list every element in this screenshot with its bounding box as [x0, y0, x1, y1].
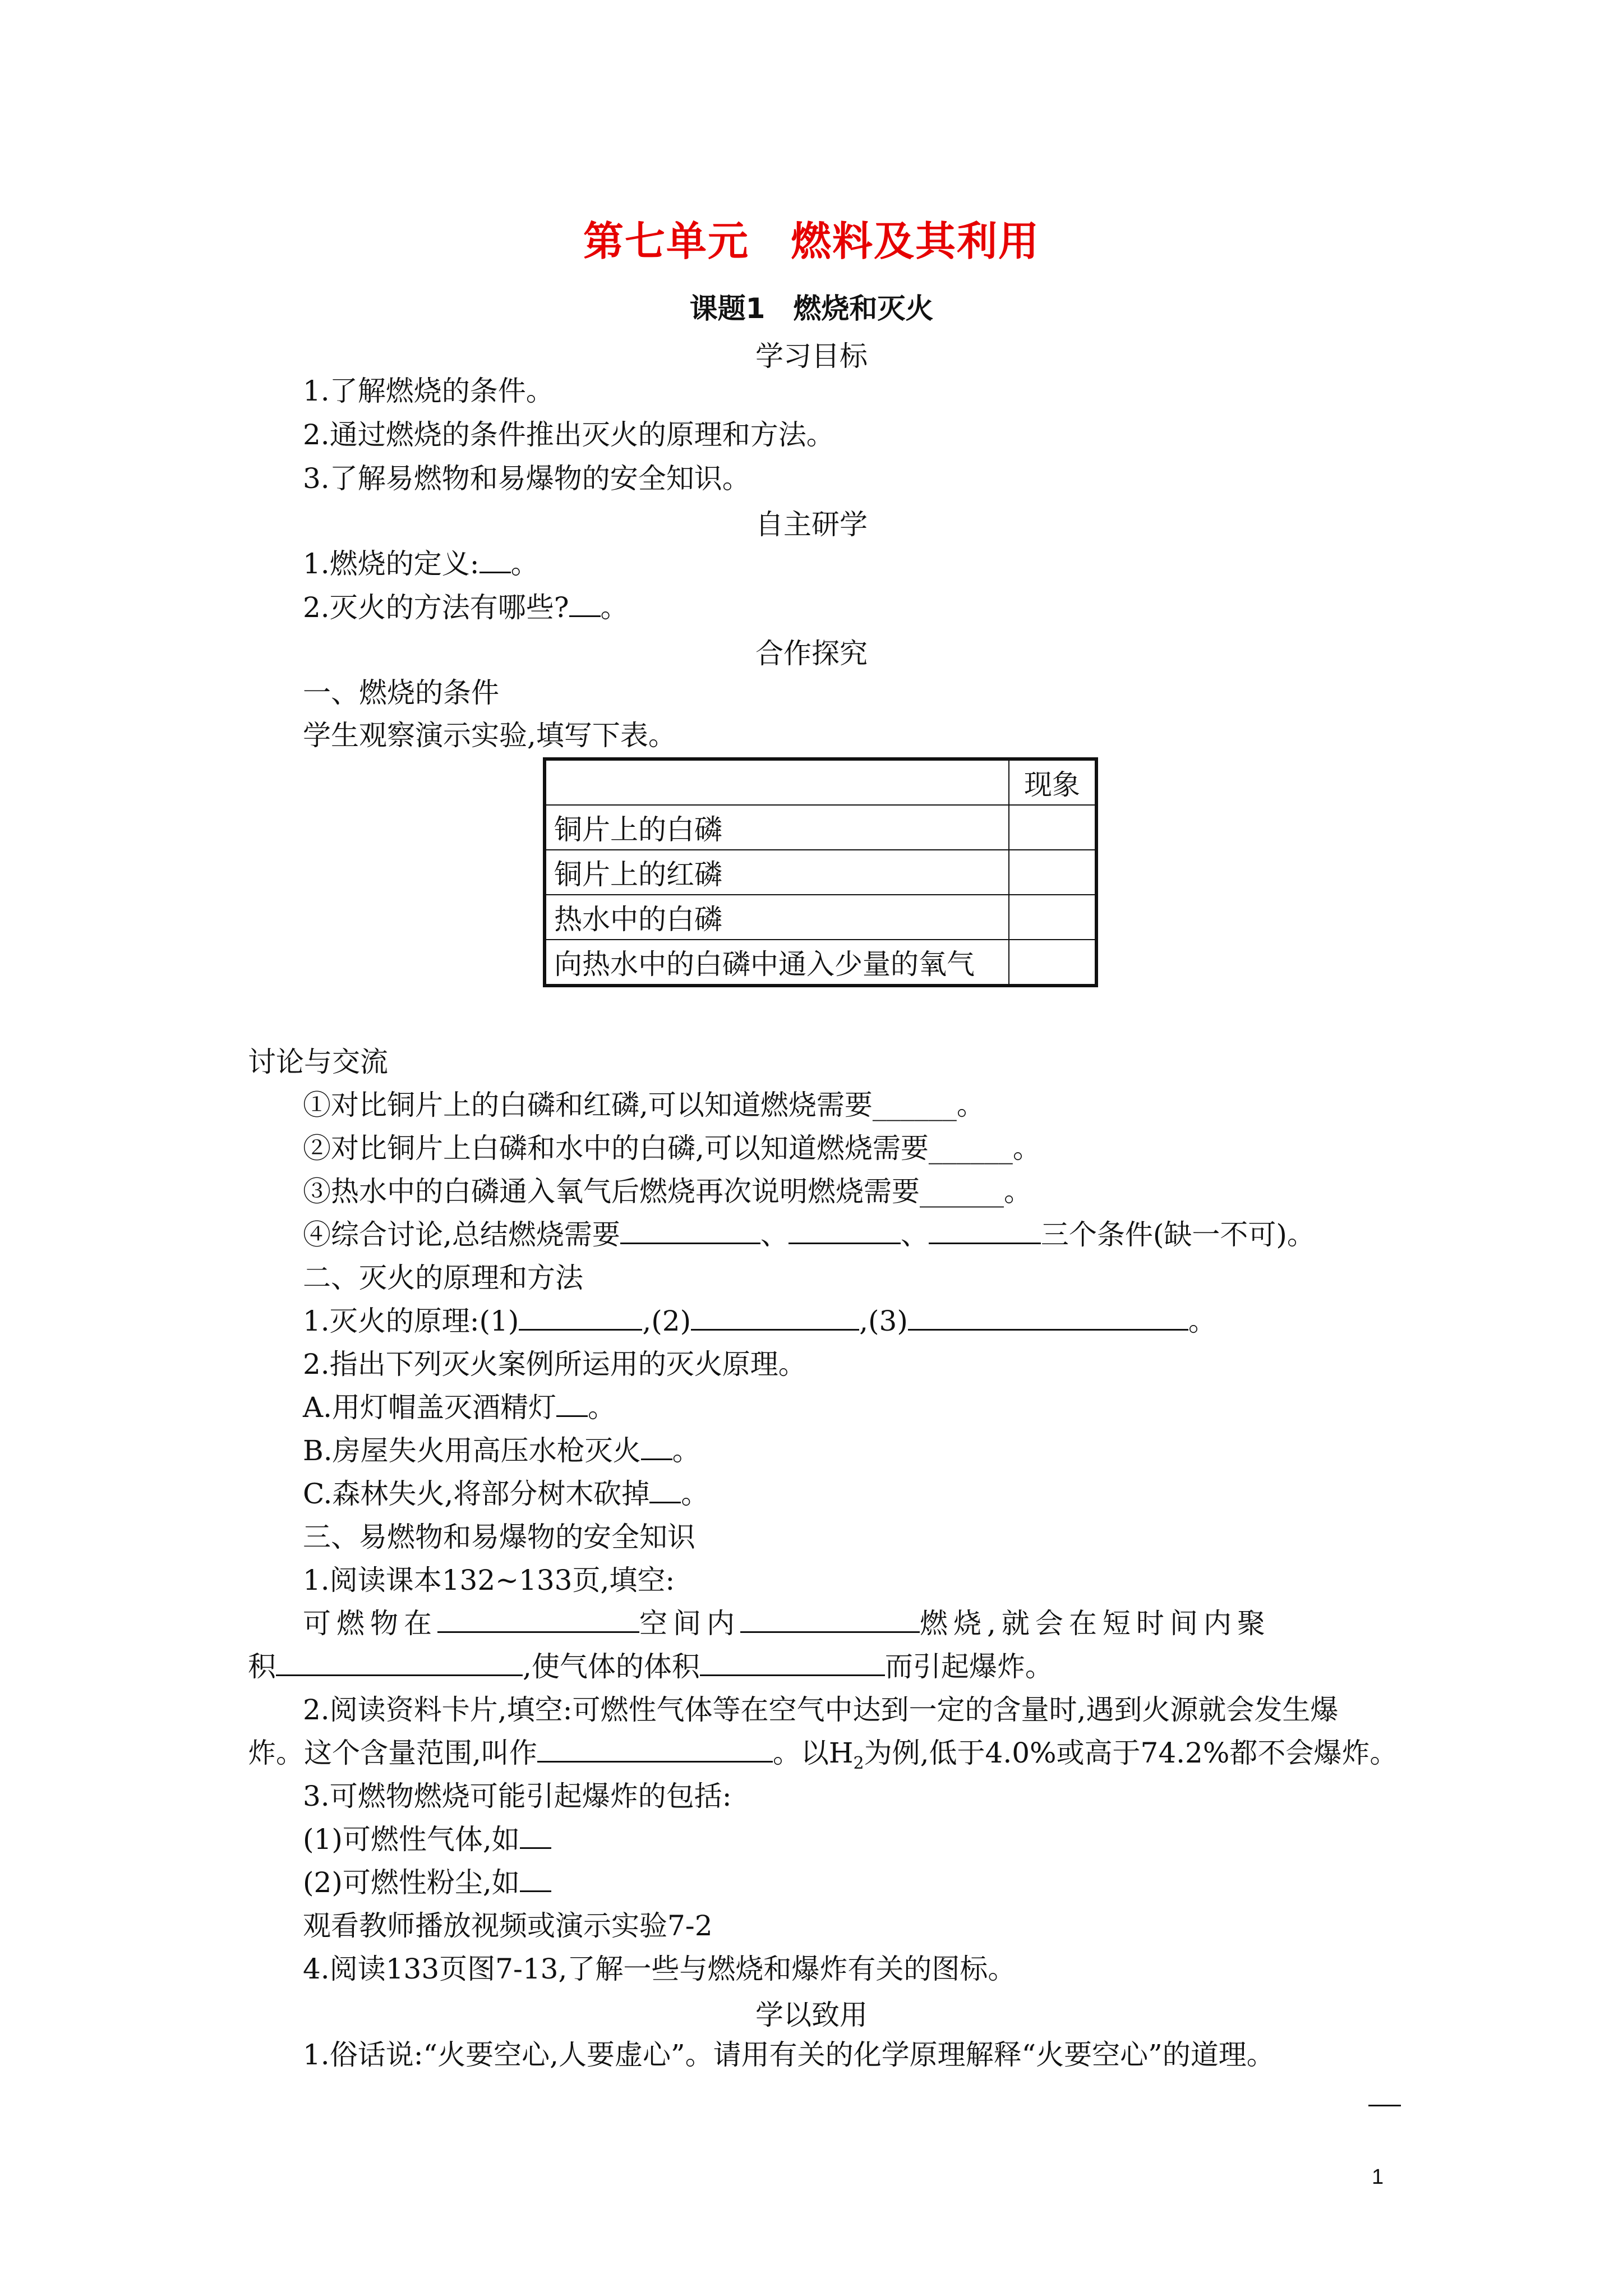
discussion-item-3: ③热水中的白磷通入氧气后燃烧再次说明燃烧需要______。: [303, 1175, 1032, 1208]
answer-blank[interactable]: [520, 1865, 551, 1892]
answer-blank[interactable]: [519, 1304, 642, 1331]
fill-text: (2)可燃性粉尘,如: [303, 1866, 520, 1899]
table-row-label: 向热水中的白磷中通入少量的氧气: [545, 940, 1009, 986]
discussion-item-1: ①对比铜片上的白磷和红磷,可以知道燃烧需要______。: [303, 1089, 985, 1121]
answer-blank[interactable]: [691, 1304, 859, 1331]
part3-q2-line2: [248, 1733, 1398, 1783]
answer-blank[interactable]: [620, 1217, 760, 1244]
fill-text: 积: [248, 1650, 276, 1683]
part3-q3: 3.可燃物燃烧可能引起爆炸的包括:: [303, 1780, 732, 1812]
part1-intro: 学生观察演示实验,填写下表。: [303, 719, 676, 752]
part3-q1: 1.阅读课本132~133页,填空:: [303, 1564, 675, 1596]
part2-heading: 二、灭火的原理和方法: [303, 1262, 583, 1294]
period: 。: [672, 1434, 700, 1467]
section-apply: 学以致用: [755, 1999, 868, 2031]
answer-blank[interactable]: [537, 1736, 773, 1763]
discussion-item-4: [303, 1215, 1315, 1254]
answer-blank[interactable]: [641, 1433, 672, 1460]
answer-blank[interactable]: [520, 1822, 551, 1849]
answer-blank[interactable]: [479, 546, 511, 573]
answer-blank[interactable]: [789, 1217, 901, 1244]
fill-text: 。以H: [772, 1737, 854, 1769]
table-header-blank: [545, 759, 1009, 805]
section-self-study: 自主研学: [755, 508, 868, 541]
section-goals: 学习目标: [755, 340, 868, 372]
table-row: [545, 850, 1096, 895]
table-answer-cell[interactable]: [1009, 850, 1096, 895]
discussion-item-2: ②对比铜片上白磷和水中的白磷,可以知道燃烧需要______。: [303, 1132, 1041, 1165]
answer-blank[interactable]: [437, 1606, 639, 1633]
period: 。: [588, 1391, 616, 1424]
principles-sep: ,(3): [859, 1305, 908, 1337]
part3-heading: 三、易燃物和易爆物的安全知识: [303, 1521, 695, 1553]
goal-3: 3.了解易燃物和易爆物的安全知识。: [303, 462, 750, 495]
table-header-phenomenon: 现象: [1009, 759, 1096, 805]
principles-sep: ,(2): [642, 1305, 691, 1337]
table-row: [545, 805, 1096, 850]
fill-text: 空间内: [639, 1607, 740, 1640]
lesson-title: 课题1 燃烧和灭火: [689, 292, 934, 325]
case-a-text: A.用灯帽盖灭酒精灯: [303, 1391, 557, 1424]
part1-heading: 一、燃烧的条件: [303, 677, 499, 709]
part3-fill-line-1: [303, 1604, 1271, 1643]
self-study-q1: [303, 544, 539, 583]
case-a: [303, 1388, 616, 1427]
fill-text: 燃烧,就会在短时间内聚: [920, 1607, 1271, 1640]
part2-q2: 2.指出下列灭火案例所运用的灭火原理。: [303, 1348, 806, 1381]
separator: 、: [760, 1218, 789, 1251]
goal-2: 2.通过燃烧的条件推出灭火的原理和方法。: [303, 418, 834, 451]
fill-text: 炸。这个含量范围,叫作: [248, 1737, 537, 1769]
answer-blank[interactable]: [700, 1649, 885, 1676]
principles-text: 1.灭火的原理:(1): [303, 1305, 519, 1337]
fill-text: ,使气体的体积: [523, 1650, 700, 1683]
answer-blank[interactable]: [276, 1649, 523, 1676]
answer-blank[interactable]: [556, 1390, 588, 1417]
page-number: 1: [1372, 2165, 1384, 2189]
table-row-label: 热水中的白磷: [545, 895, 1009, 940]
case-b-text: B.房屋失火用高压水枪灭火: [303, 1434, 641, 1467]
part3-video: 观看教师播放视频或演示实验7-2: [303, 1910, 713, 1942]
self-study-q1-text: 1.燃烧的定义:: [303, 547, 479, 580]
part3-q3-1: [303, 1820, 551, 1859]
answer-blank[interactable]: [908, 1304, 1188, 1331]
answer-blank[interactable]: [569, 590, 601, 617]
item4-end: 三个条件(缺一不可)。: [1040, 1218, 1315, 1251]
part2-principles: [303, 1301, 1216, 1341]
goal-1: 1.了解燃烧的条件。: [303, 375, 554, 407]
fill-text: (1)可燃性气体,如: [303, 1823, 520, 1856]
answer-blank[interactable]: [929, 1217, 1041, 1244]
table-row: [545, 895, 1096, 940]
table-row-label: 铜片上的白磷: [545, 805, 1009, 850]
period: 。: [510, 547, 539, 580]
section-explore: 合作探究: [755, 637, 868, 670]
period: 。: [600, 591, 629, 624]
case-c: [303, 1474, 709, 1513]
apply-q1: 1.俗话说:“火要空心,人要虚心”。请用有关的化学原理解释“火要空心”的道理。: [303, 2039, 1275, 2071]
fill-text: 而引起爆炸。: [884, 1650, 1053, 1683]
separator: 、: [900, 1218, 929, 1251]
period: 。: [1188, 1305, 1216, 1337]
table-row: [545, 940, 1096, 986]
observation-table: [543, 757, 1098, 987]
self-study-q2: [303, 588, 629, 627]
part3-q2-line1: 2.阅读资料卡片,填空:可燃性气体等在空气中达到一定的含量时,遇到火源就会发生爆: [303, 1694, 1339, 1726]
discussion-heading: 讨论与交流: [248, 1046, 388, 1078]
table-answer-cell[interactable]: [1009, 940, 1096, 986]
part3-q3-2: [303, 1863, 551, 1902]
case-b: [303, 1431, 700, 1470]
unit-title: 第七单元 燃料及其利用: [583, 218, 1040, 265]
answer-blank[interactable]: [740, 1606, 920, 1633]
fill-text: 可燃物在: [303, 1607, 437, 1640]
table-answer-cell[interactable]: [1009, 805, 1096, 850]
case-c-text: C.森林失火,将部分树木砍掉: [303, 1478, 650, 1510]
self-study-q2-text: 2.灭火的方法有哪些?: [303, 591, 569, 624]
period: 。: [681, 1478, 709, 1510]
answer-blank[interactable]: [649, 1476, 681, 1503]
item4-text: ④综合讨论,总结燃烧需要: [303, 1218, 620, 1251]
part3-fill-line-2: [248, 1647, 1053, 1686]
fill-text: 为例,低于4.0%或高于74.2%都不会爆炸。: [864, 1737, 1398, 1769]
table-answer-cell[interactable]: [1009, 895, 1096, 940]
page-dash: [1368, 2105, 1401, 2106]
part3-q4: 4.阅读133页图7-13,了解一些与燃烧和爆炸有关的图标。: [303, 1953, 1016, 1985]
table-row-label: 铜片上的红磷: [545, 850, 1009, 895]
table-header-row: [545, 759, 1096, 805]
subscript: 2: [853, 1754, 864, 1773]
